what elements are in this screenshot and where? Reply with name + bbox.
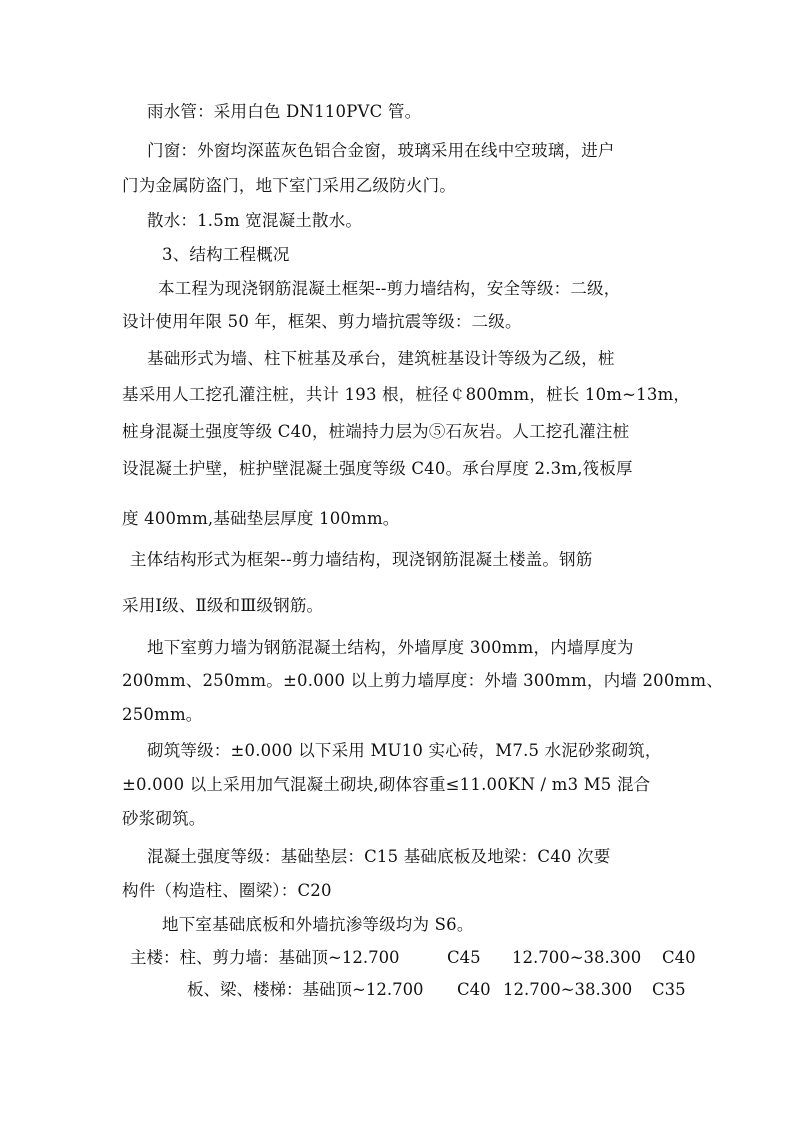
text-line-rebar-grade: 采用Ⅰ级、Ⅱ级和Ⅲ级钢筋。 <box>122 596 324 615</box>
grade-row-slab-beam <box>187 979 707 1001</box>
text-line-shear-wall-3: 250mm。 <box>122 705 203 724</box>
grade-row-main-column-grade-1: C45 <box>447 948 481 967</box>
text-line-windows: 门窗：外窗均深蓝灰色铝合金窗，玻璃采用在线中空玻璃，进户 <box>147 141 615 160</box>
text-line-concrete-grade-2: 构件（构造柱、圈梁）：C20 <box>122 881 332 900</box>
text-line-rain-pipe: 雨水管：采用白色 DN110PVC 管。 <box>147 102 422 121</box>
text-line-masonry-1: 砌筑等级：±0.000 以下采用 MU10 实心砖，M7.5 水泥砂浆砌筑， <box>147 741 662 760</box>
text-line-foundation-2: 基采用人工挖孔灌注桩，共计 193 根，桩径￠800mm，桩长 10m~13m， <box>122 385 691 404</box>
text-line-apron: 散水：1.5m 宽混凝土散水。 <box>147 211 363 230</box>
text-line-foundation-4: 设混凝土护壁，桩护壁混凝土强度等级 C40。承台厚度 2.3m,筏板厚 <box>122 459 633 478</box>
text-line-masonry-2: ±0.000 以上采用加气混凝土砌块,砌体容重≤11.00KN / m3 M5 混合 <box>122 775 651 794</box>
grade-row-main-column-grade-2: C40 <box>662 948 696 967</box>
grade-row-slab-beam-label: 板、梁、楼梯：基础顶~12.700 <box>187 980 424 999</box>
text-line-concrete-grade-1: 混凝土强度等级：基础垫层：C15 基础底板及地梁：C40 次要 <box>147 847 611 866</box>
grade-row-main-column-range-2: 12.700~38.300 <box>512 948 642 967</box>
text-line-impermeability: 地下室基础底板和外墙抗渗等级均为 S6。 <box>162 915 474 934</box>
grade-row-slab-beam-grade-1: C40 <box>457 980 491 999</box>
section-heading-structure: 3、结构工程概况 <box>162 245 290 264</box>
grade-row-slab-beam-grade-2: C35 <box>652 980 686 999</box>
text-line-foundation-3: 桩身混凝土强度等级 C40，桩端持力层为⑤石灰岩。人工挖孔灌注桩 <box>122 422 630 441</box>
grade-row-slab-beam-range-2: 12.700~38.300 <box>503 980 633 999</box>
text-line-masonry-3: 砂浆砌筑。 <box>122 809 206 828</box>
text-line-shear-wall-2: 200mm、250mm。±0.000 以上剪力墙厚度：外墙 300mm，内墙 200mm、 <box>122 671 723 690</box>
grade-row-main-column-label: 主楼：柱、剪力墙：基础顶~12.700 <box>130 948 400 967</box>
text-line-foundation-1: 基础形式为墙、柱下桩基及承台，建筑桩基设计等级为乙级，桩 <box>147 349 615 368</box>
text-line-doors: 门为金属防盗门，地下室门采用乙级防火门。 <box>122 176 456 195</box>
text-line-design-life: 设计使用年限 50 年，框架、剪力墙抗震等级：二级。 <box>122 312 522 331</box>
text-line-structure-intro: 本工程为现浇钢筋混凝土框架--剪力墙结构，安全等级：二级， <box>158 279 621 298</box>
text-line-foundation-5: 度 400mm,基础垫层厚度 100mm。 <box>122 509 400 528</box>
grade-row-main-column <box>130 947 700 969</box>
text-line-shear-wall-1: 地下室剪力墙为钢筋混凝土结构，外墙厚度 300mm，内墙厚度为 <box>147 638 634 657</box>
text-line-main-structure: 主体结构形式为框架--剪力墙结构，现浇钢筋混凝土楼盖。钢筋 <box>130 550 593 569</box>
